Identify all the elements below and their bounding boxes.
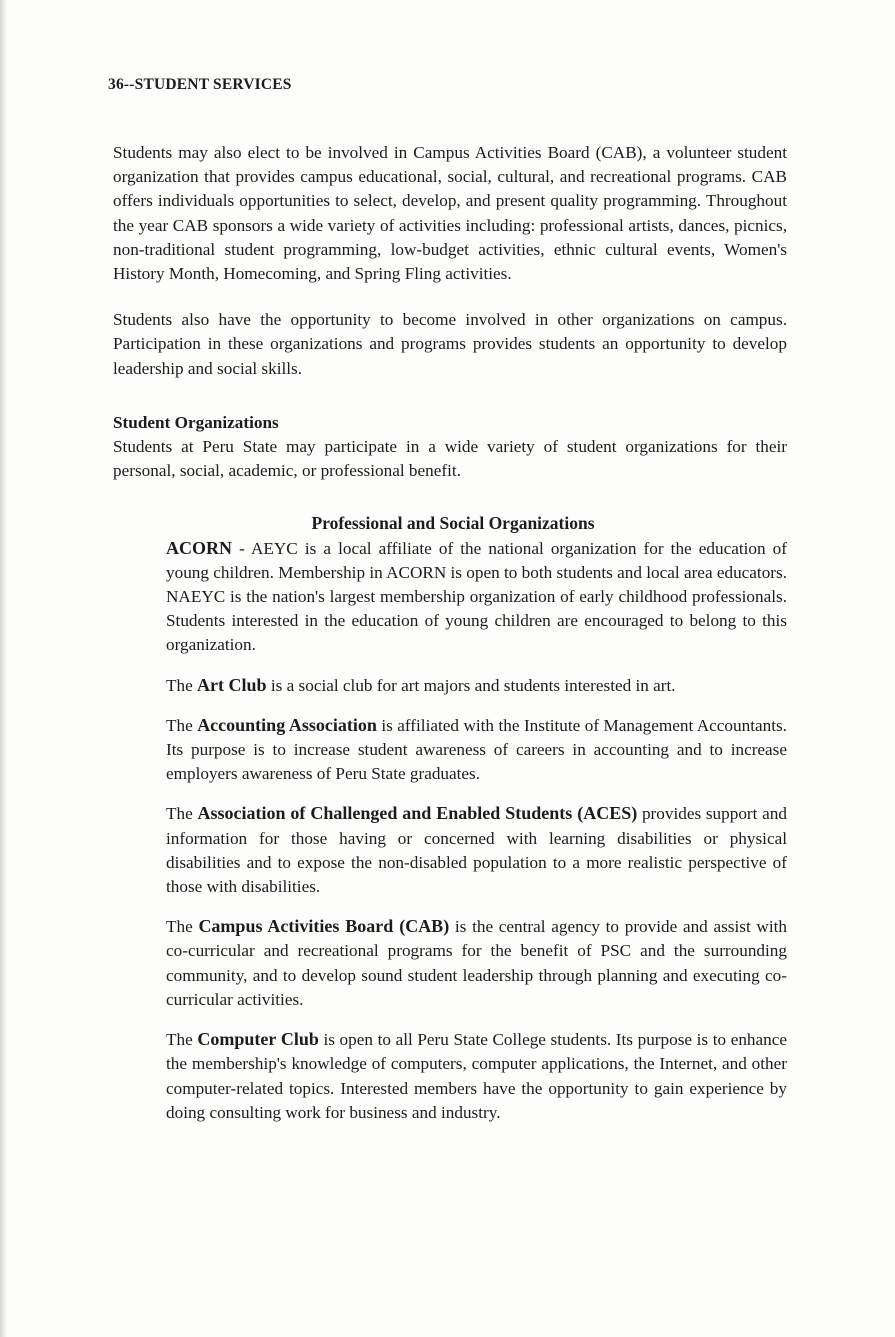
page-content — [113, 141, 787, 1140]
org-entry-aces — [166, 801, 787, 899]
org-name: Computer Club — [197, 1029, 319, 1050]
org-entry-computer-club — [166, 1027, 787, 1125]
section-heading-student-organizations: Student Organizations — [113, 412, 279, 432]
org-entry-accounting-association — [166, 713, 787, 787]
org-entry-art-club — [166, 673, 787, 698]
org-name: Campus Activities Board (CAB) — [198, 916, 450, 937]
org-prefix: The — [166, 917, 199, 937]
org-entry-cab — [166, 914, 787, 1012]
org-prefix: The — [166, 1030, 198, 1050]
section-intro: Students at Peru State may participate in a wide variety of student organizations for their personal, social, academic, or professional benefit. — [113, 437, 787, 481]
running-head: 36--STUDENT SERVICES — [108, 76, 292, 93]
subheading-professional-social: Professional and Social Organizations — [311, 513, 595, 534]
org-prefix: The — [166, 675, 198, 695]
org-prefix: The — [166, 715, 198, 735]
org-description: is open to all Peru State College students. Its purpose is to enhance the membership's knowledge of computers, computer applications, the Internet, and other computer-related topics. Interested members have the opportunity to gain experience by doing consulting work for business and industry. — [166, 1030, 787, 1122]
org-name: Association of Challenged and Enabled Students (ACES) — [197, 803, 638, 824]
org-entry-acorn — [166, 536, 787, 658]
organization-list — [166, 536, 787, 1125]
org-description: - AEYC is a local affiliate of the national organization for the education of young children. Membership in ACORN is open to both students and local area educators. NAEYC is the nation's largest membership organization of early childhood professionals. Students interested in the education of young children are encouraged to belong to this organization. — [166, 538, 788, 655]
org-description: provides support and information for those having or concerned with learning disabilities or physical disabilities and to expose the non-disabled population to a more realistic perspective of those with disabilities. — [166, 804, 787, 897]
org-prefix: The — [166, 804, 198, 824]
scan-edge-shadow — [0, 0, 7, 1337]
org-name: ACORN — [166, 537, 232, 558]
org-description: is affiliated with the Institute of Management Accountants. Its purpose is to increase student awareness of careers in accounting and to increase employers awareness of Peru State graduates. — [166, 715, 787, 784]
org-description: is a social club for art majors and students interested in art. — [266, 675, 676, 695]
org-name: Accounting Association — [197, 714, 377, 735]
org-name: Art Club — [197, 674, 267, 695]
intro-paragraph-cab: Students may also elect to be involved in Campus Activities Board (CAB), a volunteer student organization that provides campus educational, social, cultural, and recreational programs. CAB offers individuals opportunities to select, develop, and present quality programming. Throughout the year CAB sponsors a wide variety of activities including: professional artists, dances, picnics, non-traditional student programming, low-budget activities, ethnic cultural events, Women's History Month, Homecoming, and Spring Fling activities. — [113, 143, 787, 284]
intro-paragraph-organizations: Students also have the opportunity to become involved in other organizations on campus. Participation in these organizations and programs provides students an opportunity to develop leadership and social skills. — [113, 310, 787, 378]
org-description: is the central agency to provide and assist with co-curricular and recreational programs for the benefit of PSC and the surrounding community, and to develop sound student leadership through planning and executing co-curricular activities. — [166, 917, 787, 1009]
